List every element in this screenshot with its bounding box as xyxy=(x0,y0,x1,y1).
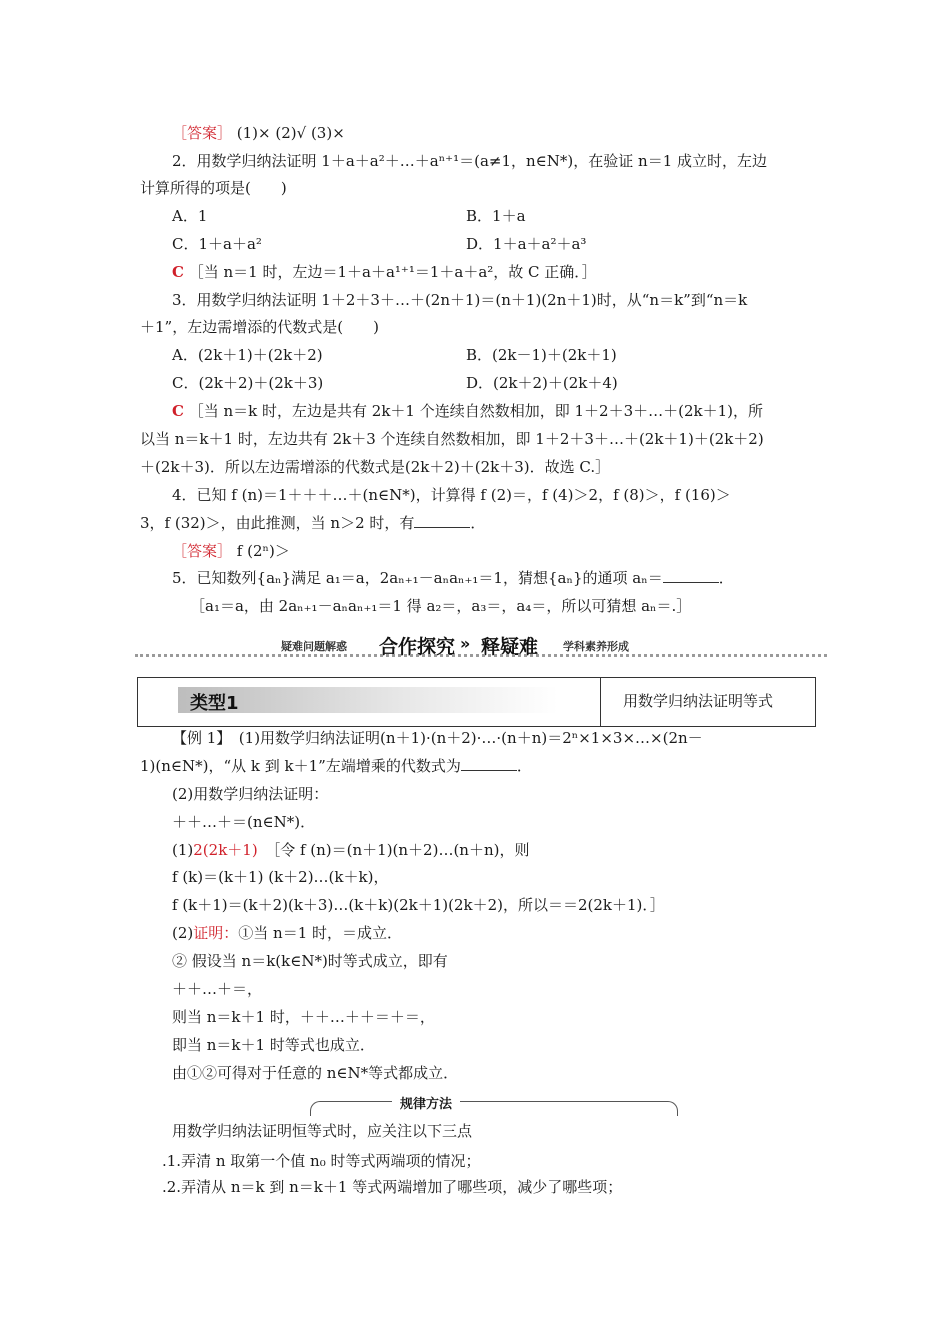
answer-line-4 xyxy=(172,540,290,562)
answer-line-1 xyxy=(172,122,345,144)
question-3-line-2: ＋1”，左边需增添的代数式是( ) xyxy=(140,318,379,336)
solution-answer-letter: C xyxy=(172,402,184,420)
period: ． xyxy=(470,514,486,532)
solution-2 xyxy=(172,261,597,283)
question-4-line-2 xyxy=(140,512,485,534)
solution-fk: f (k)＝(k＋1) (k＋2)…(k＋k)， xyxy=(172,868,389,886)
type-label-cell xyxy=(138,678,601,726)
method-intro: 用数学归纳法证明恒等式时，应关注以下三点 xyxy=(172,1122,473,1140)
banner-title-1: 合作探究 xyxy=(379,636,456,658)
answer-text: f (2ⁿ)＞ xyxy=(232,542,290,560)
section-banner xyxy=(135,632,827,658)
answer-blank xyxy=(461,756,517,771)
method-point-2: .2.弄清从 n＝k 到 n＝k＋1 等式两端增加了哪些项，减少了哪些项； xyxy=(162,1178,623,1196)
question-5-text: 5．已知数列{aₙ}满足 a₁＝a，2aₙ₊₁－aₙaₙ₊₁＝1，猜想{aₙ}的通项 aₙ＝ xyxy=(172,569,663,587)
option-a: A．1 xyxy=(172,207,208,225)
solution-text: ［令 f (n)＝(n＋1)(n＋2)…(n＋n)，则 xyxy=(257,841,530,859)
example-1-part-2: (2)用数学归纳法证明： xyxy=(172,785,329,803)
part-number: (1) xyxy=(172,841,194,859)
proof-text: ①当 n＝1 时，＝成立． xyxy=(238,924,403,942)
solution-answer-letter: C xyxy=(172,263,184,281)
method-title: 规律方法 xyxy=(392,1093,460,1112)
period: ． xyxy=(718,569,734,587)
proof-inductive-step: 则当 n＝k＋1 时，＋＋…＋＋＝＋＝， xyxy=(172,1008,435,1026)
option-b: B．1＋a xyxy=(466,207,526,225)
option-c: C．1＋a＋a² xyxy=(172,235,262,253)
proof-final: 由①②可得对于任意的 n∈N*等式都成立． xyxy=(172,1064,459,1082)
part-number: (2) xyxy=(172,924,194,942)
option-d: D．1＋a＋a²＋a³ xyxy=(466,235,587,253)
method-frame xyxy=(310,1101,678,1116)
solution-text: ［当 n＝1 时，左边＝1＋a＋a¹⁺¹＝1＋a＋a²，故 C 正确．］ xyxy=(183,263,597,281)
option-a: A．(2k＋1)＋(2k＋2) xyxy=(172,346,323,364)
question-2-line-2: 计算所得的项是( ) xyxy=(140,179,287,197)
banner-arrow-icon: » xyxy=(460,634,471,653)
type-title: 用数学归纳法证明等式 xyxy=(623,692,774,710)
solution-3-line-3: ＋(2k＋3)．所以左边需增添的代数式是(2k＋2)＋(2k＋3)．故选 C.］ xyxy=(140,458,611,476)
answer-tag: ［答案］ xyxy=(172,124,233,142)
solution-3-line-2: 以当 n＝k＋1 时，左边共有 2k＋3 个连续自然数相加，即 1＋2＋3＋…＋(2k＋1)＋(2k＋2) xyxy=(140,430,764,448)
answer-blank xyxy=(414,513,470,528)
example-1-equation: ＋＋…＋＝(n∈N*)． xyxy=(172,813,316,831)
proof-conclusion: 即当 n＝k＋1 时等式也成立． xyxy=(172,1036,375,1054)
solution-text: ［当 n＝k 时，左边是共有 2k＋1 个连续自然数相加，即 1＋2＋3＋…＋(2k＋1)，所 xyxy=(183,402,764,420)
example-1-line-2 xyxy=(140,755,532,777)
answer-tag: ［答案］ xyxy=(172,542,233,560)
question-3-line-1: 3．用数学归纳法证明 1＋2＋3＋…＋(2n＋1)＝(n＋1)(2n＋1)时，从“n＝k”到“n＝k xyxy=(172,291,748,309)
question-2-line-1: 2．用数学归纳法证明 1＋a＋a²＋…＋aⁿ⁺¹＝(a≠1，n∈N*)，在验证 n＝1 成立时，左边 xyxy=(172,152,768,170)
solution-3-line-1 xyxy=(172,400,763,422)
answer-blank xyxy=(663,568,719,583)
proof-hypothesis: ＋＋…＋＝， xyxy=(172,980,263,998)
proof-step-2: ② 假设当 n＝k(k∈N*)时等式成立，即有 xyxy=(172,952,448,970)
method-banner xyxy=(310,1093,678,1115)
answer-text: (1)× (2)√ (3)× xyxy=(232,124,345,142)
banner-left-label: 疑难问题解惑 xyxy=(281,640,347,653)
banner-right-label: 学科素养形成 xyxy=(563,640,629,653)
banner-title-2: 释疑难 xyxy=(481,636,539,658)
solution-part-2 xyxy=(172,922,402,944)
question-4-text: 3，f (32)＞，由此推测，当 n＞2 时，有 xyxy=(140,514,415,532)
type-header-box xyxy=(137,677,816,727)
example-1-line-1: 【例 1】 (1)用数学归纳法证明(n＋1)·(n＋2)·…·(n＋n)＝2ⁿ×1×3×…×(2n－ xyxy=(172,729,703,747)
proof-label: 证明： xyxy=(193,924,239,942)
option-c: C．(2k＋2)＋(2k＋3) xyxy=(172,374,324,392)
method-point-1: .1.弄清 n 取第一个值 n₀ 时等式两端项的情况； xyxy=(162,1152,481,1170)
type-label: 类型1 xyxy=(190,693,239,714)
question-5 xyxy=(172,567,734,589)
option-b: B．(2k－1)＋(2k＋1) xyxy=(466,346,617,364)
question-4-line-1: 4．已知 f (n)＝1＋＋＋…＋(n∈N*)，计算得 f (2)＝，f (4)＞2，f (8)＞，f (16)＞ xyxy=(172,486,731,504)
option-d: D．(2k＋2)＋(2k＋4) xyxy=(466,374,618,392)
solution-5: ［a₁＝a，由 2aₙ₊₁－aₙaₙ₊₁＝1 得 a₂＝，a₃＝，a₄＝，所以可猜想 aₙ＝.］ xyxy=(190,597,692,615)
solution-part-1 xyxy=(172,839,529,861)
example-1-text: 1)(n∈N*)，“从 k 到 k＋1”左端增乘的代数式为 xyxy=(140,757,461,775)
solution-fk1: f (k＋1)＝(k＋2)(k＋3)…(k＋k)(2k＋1)(2k＋2)，所以＝＝2(2k＋1)．］ xyxy=(172,896,665,914)
solution-answer: 2(2k＋1) xyxy=(193,841,258,859)
banner-divider xyxy=(135,654,827,657)
period: ． xyxy=(516,757,532,775)
